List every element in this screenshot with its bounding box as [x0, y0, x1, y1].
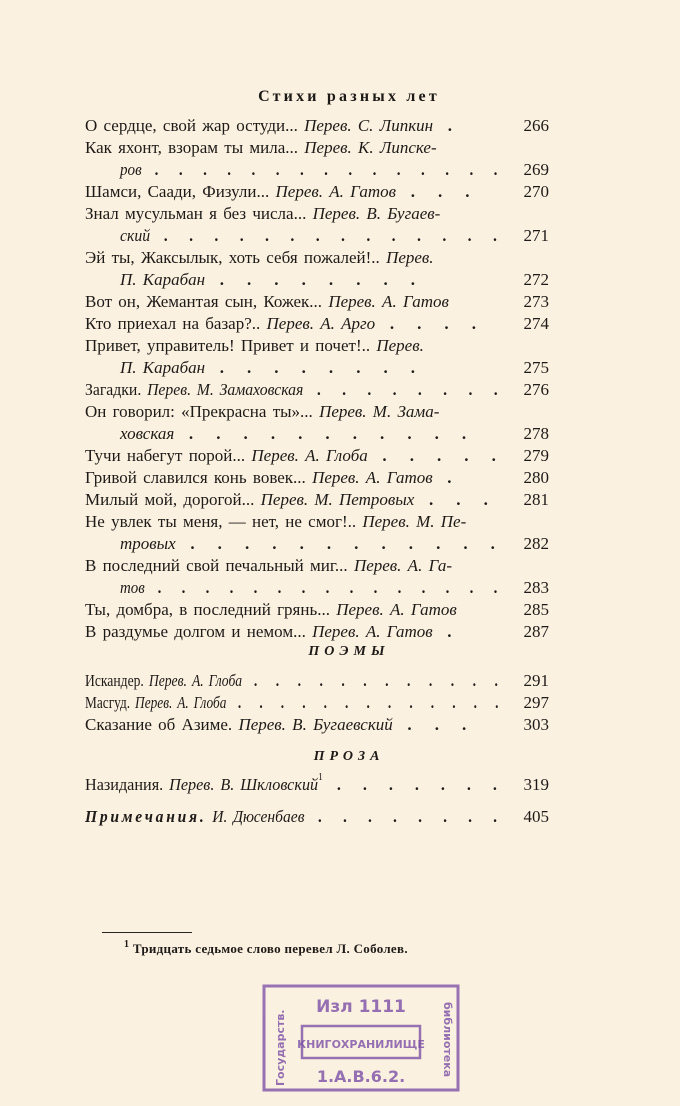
page-number: 280 — [523, 468, 549, 487]
leader-dots: . . . . . . . — [322, 775, 505, 794]
entry-title: Привет, управитель! Привет и почет!.. — [85, 336, 377, 355]
toc-entry-continuation[interactable] — [85, 159, 549, 181]
entry-translator: Перев. А. Арго — [266, 314, 376, 333]
stamp-number: Изл 1111 — [316, 997, 406, 1017]
entry-title-wrap — [85, 137, 437, 159]
entry-title-wrap — [85, 621, 460, 643]
entry-title: Не увлек ты меня, — нет, не смог!.. — [85, 512, 363, 531]
entry-title-wrap — [85, 555, 452, 577]
leader-dots: . . . . . . . . . . . . — [242, 671, 505, 690]
toc-entry[interactable] — [85, 115, 549, 137]
toc-entry[interactable] — [85, 313, 549, 335]
entry-translator: Перев. М. Зама- — [319, 402, 440, 421]
toc-notes — [85, 806, 549, 828]
entry-title-wrap — [120, 577, 505, 599]
entry-translator-continued: ский — [120, 226, 151, 245]
page-number: 274 — [523, 314, 549, 333]
toc-entry[interactable] — [85, 692, 549, 714]
entry-translator: Перев. М. Пе- — [362, 512, 467, 531]
leader-dots: . . . . — [375, 314, 485, 333]
leader-dots: . . . . . . . . . . . . . — [226, 693, 506, 712]
entry-title: Он говорил: «Прекрасна ты»... — [85, 402, 320, 421]
section-title-poems: ПОЭМЫ — [308, 644, 390, 659]
toc-entry-continuation[interactable] — [85, 577, 549, 599]
toc-entry-continuation[interactable] — [85, 533, 549, 555]
page-number: 270 — [523, 182, 549, 201]
entry-title-wrap — [85, 401, 439, 423]
page-number: 281 — [523, 490, 549, 509]
footnote-mark: 1 — [124, 939, 130, 950]
entry-translator: Перев. К. Липске- — [304, 138, 437, 157]
page-number: 297 — [523, 693, 549, 712]
entry-translator: Перев. А. Глоба — [251, 446, 368, 465]
entry-translator: Перев. В. Бугаев- — [312, 204, 441, 223]
toc-entry[interactable] — [85, 291, 549, 313]
entry-title: Загадки. — [85, 380, 148, 399]
entry-title-wrap — [85, 599, 457, 621]
leader-dots: . — [432, 622, 460, 641]
entry-title: Гривой славился конь вовек... — [85, 468, 313, 487]
entry-title-wrap — [85, 335, 424, 357]
footnote-ref[interactable]: 1 — [318, 772, 323, 783]
entry-title: О сердце, свой жар остуди... — [85, 116, 305, 135]
leader-dots: . . . . . . . . . . . . . . . — [141, 160, 505, 179]
page-number: 273 — [523, 292, 549, 311]
stamp-side-right: библиотека — [441, 1002, 454, 1078]
entry-title: Кто приехал на базар?.. — [85, 314, 267, 333]
entry-title-wrap — [85, 714, 475, 736]
entry-translator: Перев. А. Гатов — [312, 468, 433, 487]
page-number: 319 — [523, 775, 549, 794]
entry-title: Шамси, Саади, Физули... — [85, 182, 276, 201]
entry-title-wrap — [120, 357, 423, 379]
stamp-label: КНИГОХРАНИЛИЩЕ — [297, 1038, 425, 1051]
entry-translator: Перев. С. Липкин — [304, 116, 434, 135]
entry-title-wrap — [120, 533, 503, 555]
stamp-graphic — [258, 974, 464, 1098]
entry-title-wrap — [85, 774, 505, 796]
page-number: 283 — [523, 578, 549, 597]
leader-dots: . — [433, 116, 461, 135]
entry-translator: Перев. М. Петровых — [260, 490, 415, 509]
stamp-code: 1.А.В.6.2. — [316, 1067, 406, 1086]
entry-translator: Перев. — [386, 248, 434, 267]
leader-dots: . . . . . . . . . . . . — [175, 534, 504, 553]
entry-translator: Перев. А. Гатов — [312, 622, 433, 641]
toc-entry[interactable] — [85, 181, 549, 203]
leader-dots: . . . . . . . . . . . . . . — [150, 226, 505, 245]
leader-dots: . . . . . — [367, 446, 505, 465]
page-number: 278 — [523, 424, 549, 443]
entry-translator-continued: П. Карабан — [120, 270, 206, 289]
entry-title: Искандер. — [85, 671, 149, 690]
toc-entry[interactable] — [85, 401, 549, 423]
page-number: 279 — [523, 446, 549, 465]
leader-dots: . . . . . . . . — [205, 270, 424, 289]
entry-title: Ты, домбра, в последний грянь... — [85, 600, 337, 619]
entry-translator: Перев. В. Шкловский — [169, 775, 319, 794]
entry-title-wrap — [85, 291, 449, 313]
page-number: 303 — [523, 715, 549, 734]
entry-title: Масгуд. — [85, 693, 136, 712]
toc-poems — [85, 670, 549, 736]
entry-translator-continued: ров — [120, 160, 142, 179]
leader-dots: . . . — [396, 182, 478, 201]
entry-title-wrap — [85, 379, 505, 401]
toc-entry-notes[interactable] — [85, 806, 549, 828]
toc-entry[interactable] — [85, 467, 549, 489]
entry-translator-continued: ховская — [120, 424, 175, 443]
leader-dots: . — [432, 468, 460, 487]
toc-verses — [85, 115, 549, 643]
toc-entry[interactable] — [85, 621, 549, 643]
entry-title-wrap — [120, 269, 423, 291]
entry-title-wrap — [120, 225, 505, 247]
toc-entry-continuation[interactable] — [85, 269, 549, 291]
entry-title-wrap — [85, 692, 505, 714]
toc-entry[interactable] — [85, 714, 549, 736]
toc-entry[interactable] — [85, 247, 549, 269]
entry-translator: Перев. А. Га- — [353, 556, 452, 575]
footnote-rule — [102, 932, 192, 933]
entry-title: Эй ты, Жаксылык, хоть себя пожалей!.. — [85, 248, 387, 267]
entry-title-wrap — [85, 115, 460, 137]
footnote — [124, 941, 408, 957]
notes-label: Примечания. — [85, 807, 207, 826]
entry-translator: Перев. А. Гатов — [336, 600, 457, 619]
entry-title: Как яхонт, взорам ты мила... — [85, 138, 305, 157]
toc-entry[interactable] — [85, 137, 549, 159]
entry-translator-continued: тровых — [120, 534, 176, 553]
toc-entry[interactable] — [85, 670, 549, 692]
page-number: 405 — [523, 807, 549, 826]
page-number: 285 — [523, 600, 549, 619]
toc-prose — [85, 774, 549, 796]
page-number: 271 — [523, 226, 549, 245]
toc-entry[interactable] — [85, 489, 549, 511]
page-number: 287 — [523, 622, 549, 641]
toc-entry-continuation[interactable] — [85, 423, 549, 445]
toc-entry[interactable] — [85, 511, 549, 533]
entry-translator: Перев. А. Глоба — [135, 693, 227, 712]
entry-title: В последний свой печальный миг... — [85, 556, 354, 575]
leader-dots: . . . . . . . . . . . . . . . — [144, 578, 505, 597]
toc-entry-continuation[interactable] — [85, 225, 549, 247]
entry-title: Сказание об Азиме. — [85, 715, 239, 734]
toc-entry[interactable] — [85, 335, 549, 357]
entry-translator: Перев. А. Гатов — [275, 182, 397, 201]
page-number: 276 — [523, 380, 549, 399]
page-number: 275 — [523, 358, 549, 377]
entry-translator: Перев. — [376, 336, 424, 355]
entry-title-wrap — [85, 203, 440, 225]
page-number: 282 — [523, 534, 549, 553]
section-title-prose: ПРОЗА — [313, 749, 385, 764]
leader-dots: . . . — [414, 490, 497, 509]
entry-title: Вот он, Жемантая сын, Кожек... — [85, 292, 329, 311]
entry-title-wrap — [85, 313, 484, 335]
leader-dots: . . . . . . . . — [304, 807, 505, 826]
entry-translator: Перев. В. Бугаевский — [238, 715, 393, 734]
entry-title-wrap — [85, 511, 466, 533]
page-number: 272 — [523, 270, 549, 289]
entry-title: Тучи набегут порой... — [85, 446, 252, 465]
toc-entry[interactable] — [85, 379, 549, 401]
toc-entry[interactable] — [85, 599, 549, 621]
entry-translator-continued: П. Карабан — [120, 358, 206, 377]
toc-entry-continuation[interactable] — [85, 357, 549, 379]
entry-title-wrap — [85, 489, 496, 511]
entry-translator: Перев. М. Замаховская — [147, 380, 304, 399]
entry-title-wrap — [85, 670, 505, 692]
entry-title: Назидания. — [85, 775, 170, 794]
footnote-text: Тридцать седьмое слово перевел Л. Соболев. — [132, 941, 408, 956]
toc-entry[interactable] — [85, 555, 549, 577]
notes-credit: И. Дюсенбаев — [206, 807, 305, 826]
entry-title: Знал мусульман я без числа... — [85, 204, 313, 223]
entry-translator: Перев. А. Глоба — [148, 671, 243, 690]
entry-title-wrap — [120, 159, 505, 181]
entry-title-wrap — [85, 181, 478, 203]
leader-dots: . . . . . . . . — [205, 358, 424, 377]
entry-title-wrap — [120, 423, 475, 445]
page-number: 291 — [523, 671, 549, 690]
entry-title-wrap — [85, 247, 434, 269]
entry-title: Милый мой, дорогой... — [85, 490, 261, 509]
library-stamp — [258, 974, 464, 1098]
toc-entry[interactable] — [85, 203, 549, 225]
page-number: 266 — [523, 116, 549, 135]
entry-translator-continued: тов — [120, 578, 145, 597]
toc-entry[interactable] — [85, 445, 549, 467]
entry-title: В раздумье долгом и немом... — [85, 622, 313, 641]
page-number: 269 — [523, 160, 549, 179]
leader-dots: . . . . . . . . — [303, 380, 506, 399]
toc-entry[interactable] — [85, 774, 549, 796]
leader-dots: . . . . . . . . . . . — [174, 424, 475, 443]
entry-translator: Перев. А. Гатов — [328, 292, 449, 311]
entry-title-wrap — [85, 445, 504, 467]
leader-dots: . . . — [392, 715, 475, 734]
stamp-side-left: Государств. — [274, 1009, 287, 1086]
section-title-verses: Стихи разных лет — [258, 88, 440, 105]
entry-title-wrap — [85, 467, 460, 489]
